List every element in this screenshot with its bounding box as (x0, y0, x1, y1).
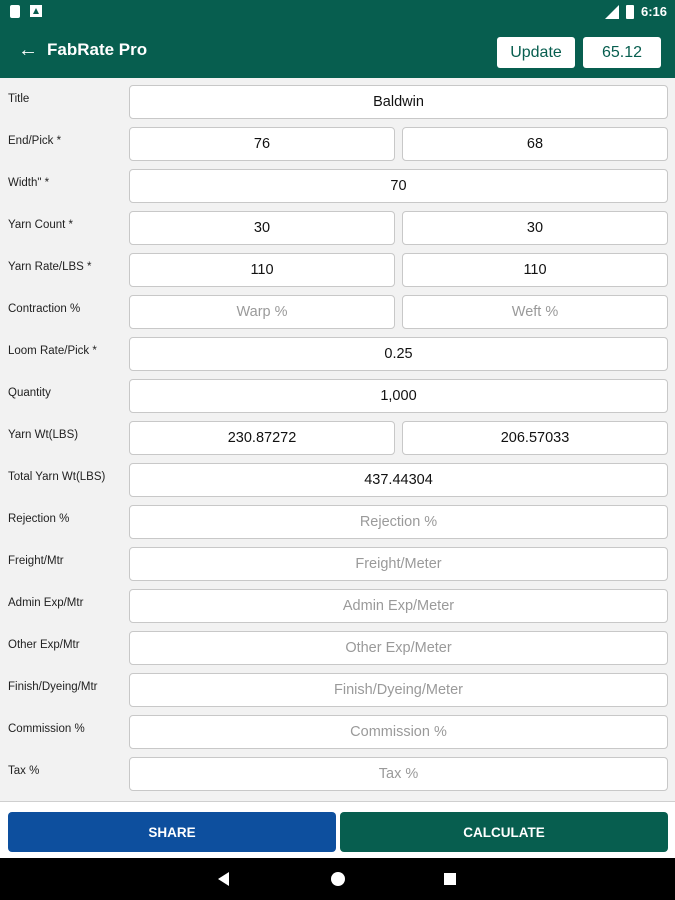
commission-label: Commission % (8, 723, 85, 735)
admin-exp-label: Admin Exp/Mtr (8, 597, 84, 609)
status-time: 6:16 (640, 4, 667, 19)
yarn-rate-label: Yarn Rate/LBS * (8, 261, 92, 273)
title-input[interactable]: Baldwin (129, 85, 668, 119)
other-exp-label: Other Exp/Mtr (8, 639, 80, 651)
notification-file-icon (10, 5, 20, 18)
yarn-wt-label: Yarn Wt(LBS) (8, 429, 79, 441)
row-loom-rate (0, 330, 675, 372)
pick-input[interactable]: 68 (402, 127, 668, 161)
quantity-label: Quantity (8, 387, 51, 399)
commission-input[interactable]: Commission % (129, 715, 668, 749)
status-bar (0, 0, 675, 24)
rate-display[interactable]: 65.12 (583, 37, 661, 68)
tax-input[interactable]: Tax % (129, 757, 668, 791)
end-pick-label: End/Pick * (8, 135, 62, 147)
row-finish-dyeing (0, 666, 675, 708)
row-rejection (0, 498, 675, 540)
width-input[interactable]: 70 (129, 169, 668, 203)
loom-rate-input[interactable]: 0.25 (129, 337, 668, 371)
row-commission (0, 708, 675, 750)
update-button[interactable]: Update (497, 37, 575, 68)
row-contraction (0, 288, 675, 330)
row-end-pick (0, 120, 675, 162)
admin-exp-input[interactable]: Admin Exp/Meter (129, 589, 668, 623)
notification-image-icon (30, 5, 42, 17)
row-width (0, 162, 675, 204)
rejection-input[interactable]: Rejection % (129, 505, 668, 539)
loom-rate-label: Loom Rate/Pick * (8, 345, 97, 357)
battery-icon (626, 5, 634, 19)
row-other-exp (0, 624, 675, 666)
weft-wt-field[interactable]: 206.57033 (402, 421, 668, 455)
row-tax (0, 750, 675, 792)
freight-label: Freight/Mtr (8, 555, 64, 567)
row-yarn-wt (0, 414, 675, 456)
nav-back-icon[interactable] (218, 872, 229, 886)
back-arrow-icon[interactable]: ← (18, 39, 38, 61)
width-label: Width" * (8, 177, 50, 189)
warp-count-input[interactable]: 30 (129, 211, 395, 245)
weft-rate-input[interactable]: 110 (402, 253, 668, 287)
share-button[interactable]: SHARE (8, 812, 336, 852)
row-admin-exp (0, 582, 675, 624)
other-exp-input[interactable]: Other Exp/Meter (129, 631, 668, 665)
finish-dyeing-label: Finish/Dyeing/Mtr (8, 681, 98, 693)
weft-contraction-input[interactable]: Weft % (402, 295, 668, 329)
rejection-label: Rejection % (8, 513, 70, 525)
signal-icon (605, 5, 619, 19)
nav-recents-icon[interactable] (444, 873, 456, 885)
row-yarn-count (0, 204, 675, 246)
row-title (0, 78, 675, 120)
yarn-count-label: Yarn Count * (8, 219, 73, 231)
tax-label: Tax % (8, 765, 40, 777)
calculate-button[interactable]: CALCULATE (340, 812, 668, 852)
warp-rate-input[interactable]: 110 (129, 253, 395, 287)
nav-home-icon[interactable] (331, 872, 345, 886)
warp-wt-field[interactable]: 230.87272 (129, 421, 395, 455)
row-freight (0, 540, 675, 582)
quantity-input[interactable]: 1,000 (129, 379, 668, 413)
system-nav-bar (0, 858, 675, 900)
end-input[interactable]: 76 (129, 127, 395, 161)
freight-input[interactable]: Freight/Meter (129, 547, 668, 581)
total-yarn-wt-field[interactable]: 437.44304 (129, 463, 668, 497)
weft-count-input[interactable]: 30 (402, 211, 668, 245)
row-quantity (0, 372, 675, 414)
finish-dyeing-input[interactable]: Finish/Dyeing/Meter (129, 673, 668, 707)
app-title: FabRate Pro (47, 40, 148, 59)
contraction-label: Contraction % (8, 303, 81, 315)
warp-contraction-input[interactable]: Warp % (129, 295, 395, 329)
row-yarn-rate (0, 246, 675, 288)
row-total-yarn-wt (0, 456, 675, 498)
fabric-rate-form (0, 78, 675, 802)
total-yarn-wt-label: Total Yarn Wt(LBS) (8, 471, 106, 483)
action-bar (0, 802, 675, 858)
app-bar (0, 24, 675, 78)
title-label: Title (8, 93, 30, 105)
